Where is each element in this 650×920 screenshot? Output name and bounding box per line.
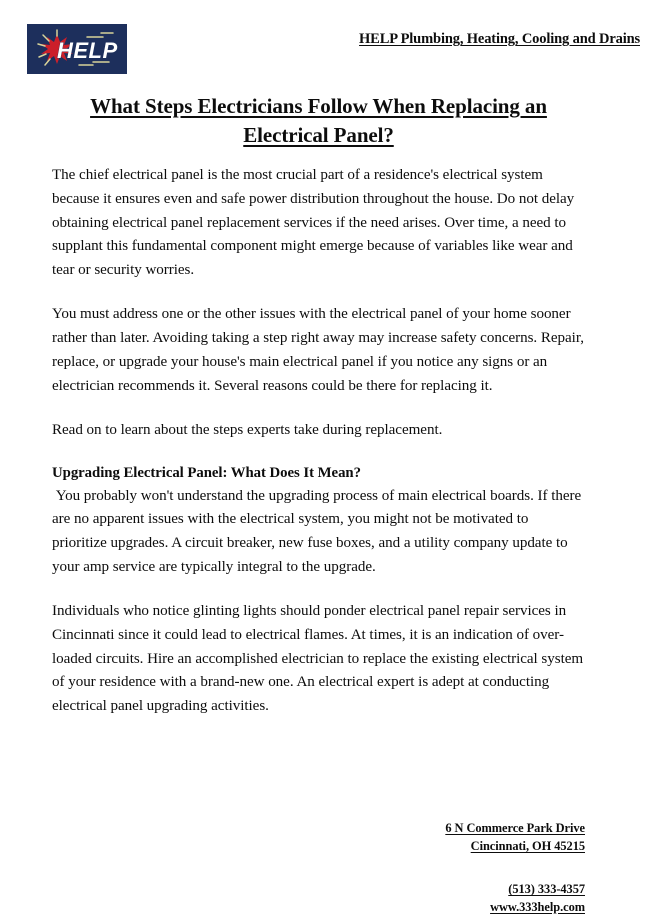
paragraph-1: The chief electrical panel is the most crucial part of a residence's electrical system because it ensures even and safe power distribution throughout the house. Do not delay obtaining electrical panel replacement services if the need arises. Over time, a need to supplant this fundamental component might emerge because of variables like wear and tear or security worries. [52,166,578,279]
paragraph-5: Individuals who notice glinting lights should ponder electrical panel repair services in Cincinnati since it could lead to electrical flames. At times, it is an indication of over-loaded circuits. Hire an accomplished electrician to replace the existing electrical system of your residence with a brand-new one. An electrical expert is adept at conducting electrical panel upgrading activities. [52,602,587,715]
help-company-logo [27,24,127,74]
paragraph-3: Read on to learn about the steps experts take during replacement. [52,421,443,438]
document-footer [52,820,585,916]
footer-address-line-1: 6 N Commerce Park Drive [445,821,585,835]
paragraph-2: You must address one or the other issues with the electrical panel of your home sooner rather than later. Avoiding taking a step right away may increase safety concerns. Repair, replace, or upgrade your house's main electrical panel if you notice any signs or an electrician recommends it. Several reasons could be there for replacing it. [52,306,588,394]
footer-spacer [52,855,585,881]
document-header [0,0,650,90]
page-title-line-1: What Steps Electricians Follow When Replacing an [90,94,547,118]
company-name-heading: HELP Plumbing, Heating, Cooling and Drains [359,31,640,47]
paragraph-4: You probably won't understand the upgrading process of main electrical boards. If there are no apparent issues with the electrical system, you might not be motivated to prioritize upgrades. A circuit breaker, new fuse boxes, and a utility company update to your amp service are typically integral to the upgrade. [52,487,585,576]
article-body [52,92,588,739]
help-logo-graphic [27,24,127,74]
footer-website-link[interactable]: www.333help.com [490,899,585,914]
svg-text:HELP: HELP [57,38,118,63]
page-title-line-2: Electrical Panel? [243,122,394,147]
page-title [52,92,585,150]
footer-phone-number[interactable]: (513) 333-4357 [508,882,585,897]
footer-address-line-2: Cincinnati, OH 45215 [470,838,585,853]
subheading-upgrading-electrical-panel: Upgrading Electrical Panel: What Does It Mean? [52,465,361,482]
